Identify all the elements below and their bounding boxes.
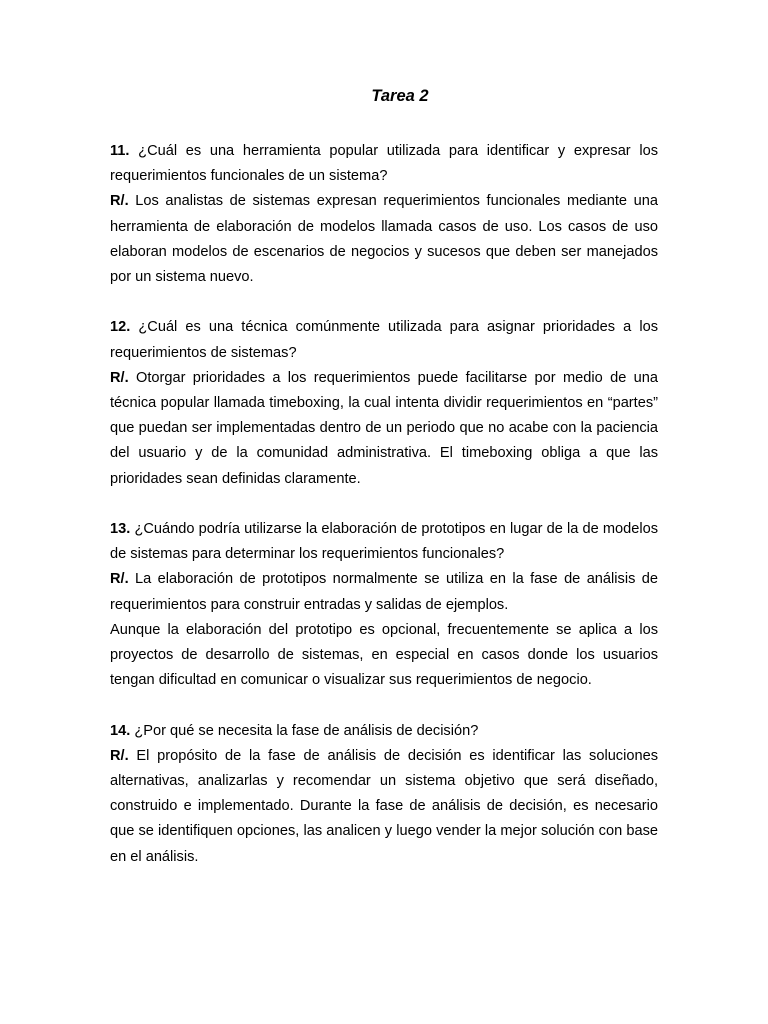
answer-text: Otorgar prioridades a los requerimientos puede facilitarse por medio de una técnica popular llamada timeboxing, la cual intenta dividir requerimientos en “partes” que puedan ser implementadas dentro de un periodo que no acabe con la paciencia del usuario y de la comunidad administrativa. El timeboxing obliga a que las prioridades sean definidas claramente. — [110, 369, 658, 487]
answer-label: R/. — [110, 369, 129, 386]
qa-item-12 — [110, 315, 658, 491]
answer-paragraph — [110, 744, 658, 870]
answer-paragraph — [110, 567, 658, 617]
answer-text: El propósito de la fase de análisis de decisión es identificar las soluciones alternativas, analizarlas y recomendar un sistema objetivo que será diseñado, construido e implementado. Durante la fase de análisis de decisión, es necesario que se identifiquen opciones, las analicen y luego vender la mejor solución con base en el análisis. — [110, 747, 658, 865]
qa-item-11 — [110, 139, 658, 290]
qa-item-14 — [110, 719, 658, 870]
question-paragraph — [110, 315, 658, 365]
question-number: 11. — [110, 143, 130, 159]
question-paragraph — [110, 517, 658, 567]
question-number: 14. — [110, 722, 131, 739]
question-number: 13. — [110, 521, 131, 538]
qa-item-13 — [110, 517, 658, 693]
answer-paragraph — [110, 189, 658, 290]
question-text: ¿Cuál es una herramienta popular utilizada para identificar y expresar los requerimientos funcionales de un sistema? — [110, 143, 658, 185]
question-number: 12. — [110, 319, 131, 336]
question-text: ¿Cuál es una técnica comúnmente utilizada para asignar prioridades a los requerimientos de sistemas? — [110, 319, 658, 361]
document-title: Tarea 2 — [371, 87, 429, 105]
question-paragraph — [110, 719, 658, 744]
answer-text: La elaboración de prototipos normalmente se utiliza en la fase de análisis de requerimientos para construir entradas y salidas de ejemplos. — [110, 571, 658, 613]
answer-label: R/. — [110, 571, 129, 588]
question-text: ¿Cuándo podría utilizarse la elaboración de prototipos en lugar de la de modelos de sistemas para determinar los requerimientos funcionales? — [110, 521, 658, 563]
answer-label: R/. — [110, 193, 129, 210]
answer-paragraph — [110, 366, 658, 492]
answer-text: Los analistas de sistemas expresan requerimientos funcionales mediante una herramienta de elaboración de modelos llamada casos de uso. Los casos de uso elaboran modelos de escenarios de negocios y sucesos que deben ser manejados por un sistema nuevo. — [110, 193, 658, 286]
question-text: ¿Por qué se necesita la fase de análisis de decisión? — [130, 722, 479, 739]
answer-extra-paragraph: Aunque la elaboración del prototipo es opcional, frecuentemente se aplica a los proyectos de desarrollo de sistemas, en especial en casos donde los usuarios tengan dificultad en comunicar o visualizar sus requerimientos de negocio. — [110, 621, 658, 689]
answer-label: R/. — [110, 747, 129, 764]
question-paragraph — [110, 139, 658, 189]
